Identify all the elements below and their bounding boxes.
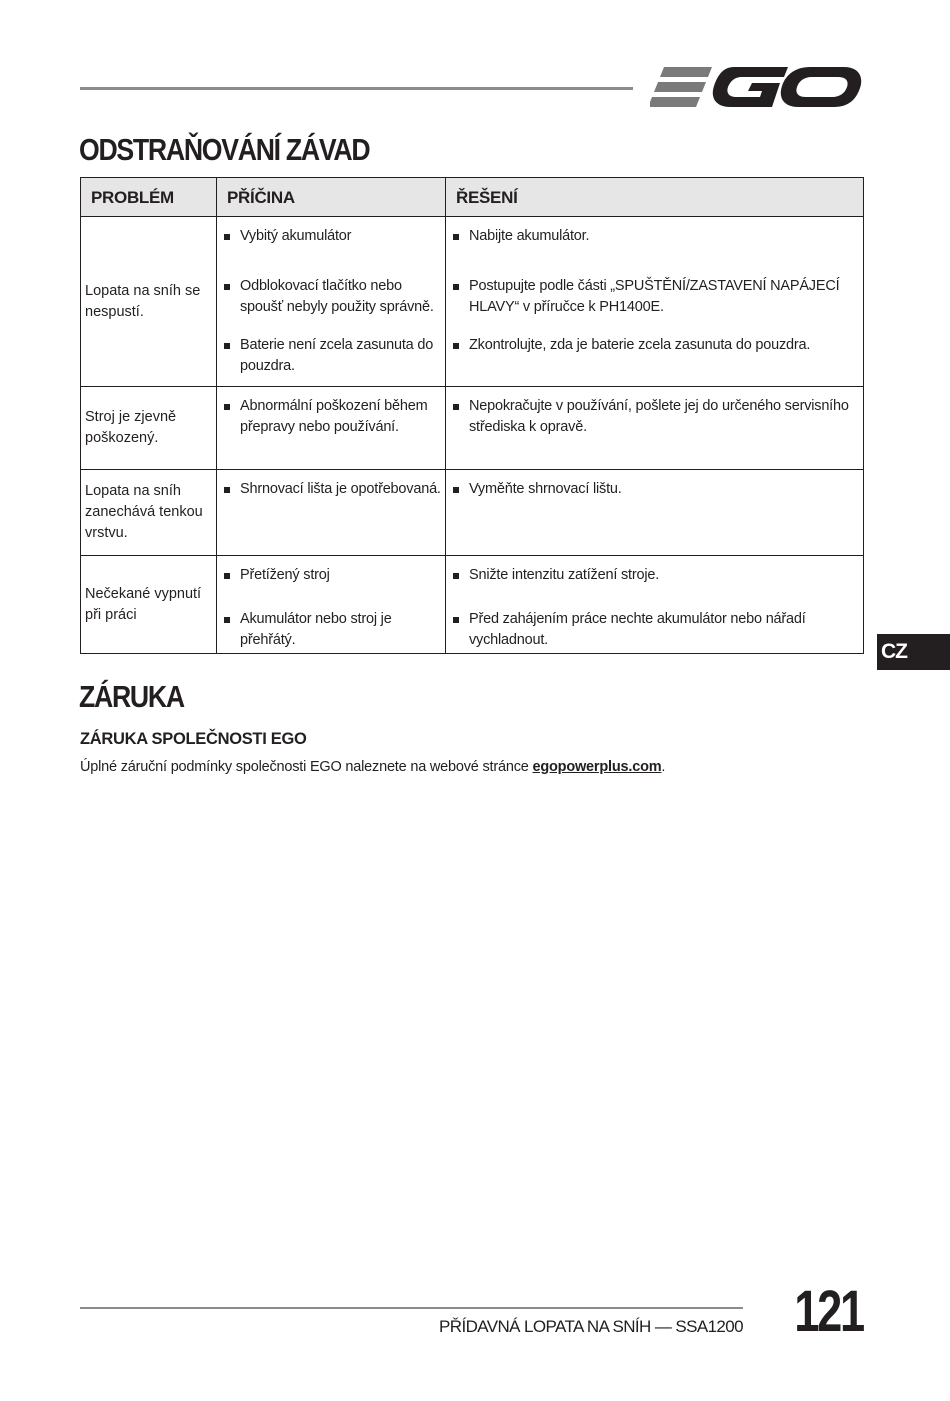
- bullet-icon: [224, 617, 230, 623]
- problem-text: Lopata na sníh se nespustí.: [85, 282, 201, 320]
- table-row: [81, 556, 864, 654]
- cause-cell: [217, 217, 446, 387]
- problem-cell: [81, 387, 217, 470]
- table-row: [81, 387, 864, 470]
- bullet-icon: [453, 573, 459, 579]
- warranty-heading: ZÁRUKA: [79, 679, 184, 714]
- cause-item: Odblokovací tlačítko nebo spoušť nebyly použity správně.: [223, 276, 443, 335]
- problem-text: Stroj je zjevně poškozený.: [85, 409, 177, 446]
- language-tab: CZ: [877, 634, 950, 670]
- warranty-text-end: .: [661, 759, 666, 775]
- solution-cell: [446, 217, 864, 387]
- problem-cell: [81, 217, 217, 387]
- bullet-icon: [453, 284, 459, 290]
- ego-logo: [650, 62, 862, 112]
- problem-cell: [81, 470, 217, 556]
- table-row: [81, 470, 864, 556]
- bullet-icon: [453, 343, 459, 349]
- problem-text: Nečekané vypnutí při práci: [85, 585, 202, 623]
- warranty-paragraph: [80, 759, 665, 775]
- solution-item: Nabijte akumulátor.: [452, 226, 861, 276]
- bullet-icon: [224, 404, 230, 410]
- bullet-icon: [224, 343, 230, 349]
- warranty-link[interactable]: egopowerplus.com: [532, 759, 662, 775]
- cause-cell: [217, 387, 446, 470]
- table-header-row: [81, 178, 864, 217]
- bullet-icon: [453, 404, 459, 410]
- cause-cell: [217, 470, 446, 556]
- troubleshooting-table: [80, 177, 864, 654]
- solution-cell: [446, 470, 864, 556]
- footer-product-name: PŘÍDAVNÁ LOPATA NA SNÍH — SSA1200: [439, 1317, 743, 1336]
- troubleshooting-title: ODSTRAŇOVÁNÍ ZÁVAD: [79, 132, 370, 167]
- bullet-icon: [453, 234, 459, 240]
- cause-item: Vybitý akumulátor: [223, 226, 443, 276]
- cause-item: Shrnovací lišta je opotřebovaná.: [223, 479, 443, 500]
- cause-item: Akumulátor nebo stroj je přehřátý.: [223, 609, 443, 651]
- column-header-problem: PROBLÉM: [81, 178, 217, 217]
- problem-cell: [81, 556, 217, 654]
- solution-item: Postupujte podle části „SPUŠTĚNÍ/ZASTAVENÍ NAPÁJECÍ HLAVY“ v příručce k PH1400E.: [452, 276, 861, 335]
- solution-item: Vyměňte shrnovací lištu.: [452, 479, 861, 500]
- footer-rule: [80, 1307, 743, 1309]
- problem-text: Lopata na sníh zanechává tenkou vrstvu.: [85, 483, 203, 541]
- table-row: [81, 217, 864, 387]
- solution-item: Snižte intenzitu zatížení stroje.: [452, 565, 861, 609]
- bullet-icon: [224, 487, 230, 493]
- bullet-icon: [453, 487, 459, 493]
- cause-item: Abnormální poškození během přepravy nebo používání.: [223, 396, 443, 438]
- solution-item: Nepokračujte v používání, pošlete jej do určeného servisního střediska k opravě.: [452, 396, 861, 438]
- bullet-icon: [224, 284, 230, 290]
- page-number: 121: [794, 1279, 863, 1344]
- solution-cell: [446, 556, 864, 654]
- column-header-solution: ŘEŠENÍ: [446, 178, 864, 217]
- solution-item: Před zahájením práce nechte akumulátor nebo nářadí vychladnout.: [452, 609, 861, 651]
- cause-cell: [217, 556, 446, 654]
- warranty-subheading: ZÁRUKA SPOLEČNOSTI EGO: [80, 730, 307, 748]
- bullet-icon: [224, 573, 230, 579]
- bullet-icon: [224, 234, 230, 240]
- column-header-cause: PŘÍČINA: [217, 178, 446, 217]
- solution-cell: [446, 387, 864, 470]
- cause-item: Přetížený stroj: [223, 565, 443, 609]
- bullet-icon: [453, 617, 459, 623]
- header-rule: [80, 87, 633, 90]
- solution-item: Zkontrolujte, zda je baterie zcela zasunuta do pouzdra.: [452, 335, 861, 356]
- warranty-text: Úplné záruční podmínky společnosti EGO naleznete na webové stránce: [80, 759, 533, 775]
- cause-item: Baterie není zcela zasunuta do pouzdra.: [223, 335, 443, 377]
